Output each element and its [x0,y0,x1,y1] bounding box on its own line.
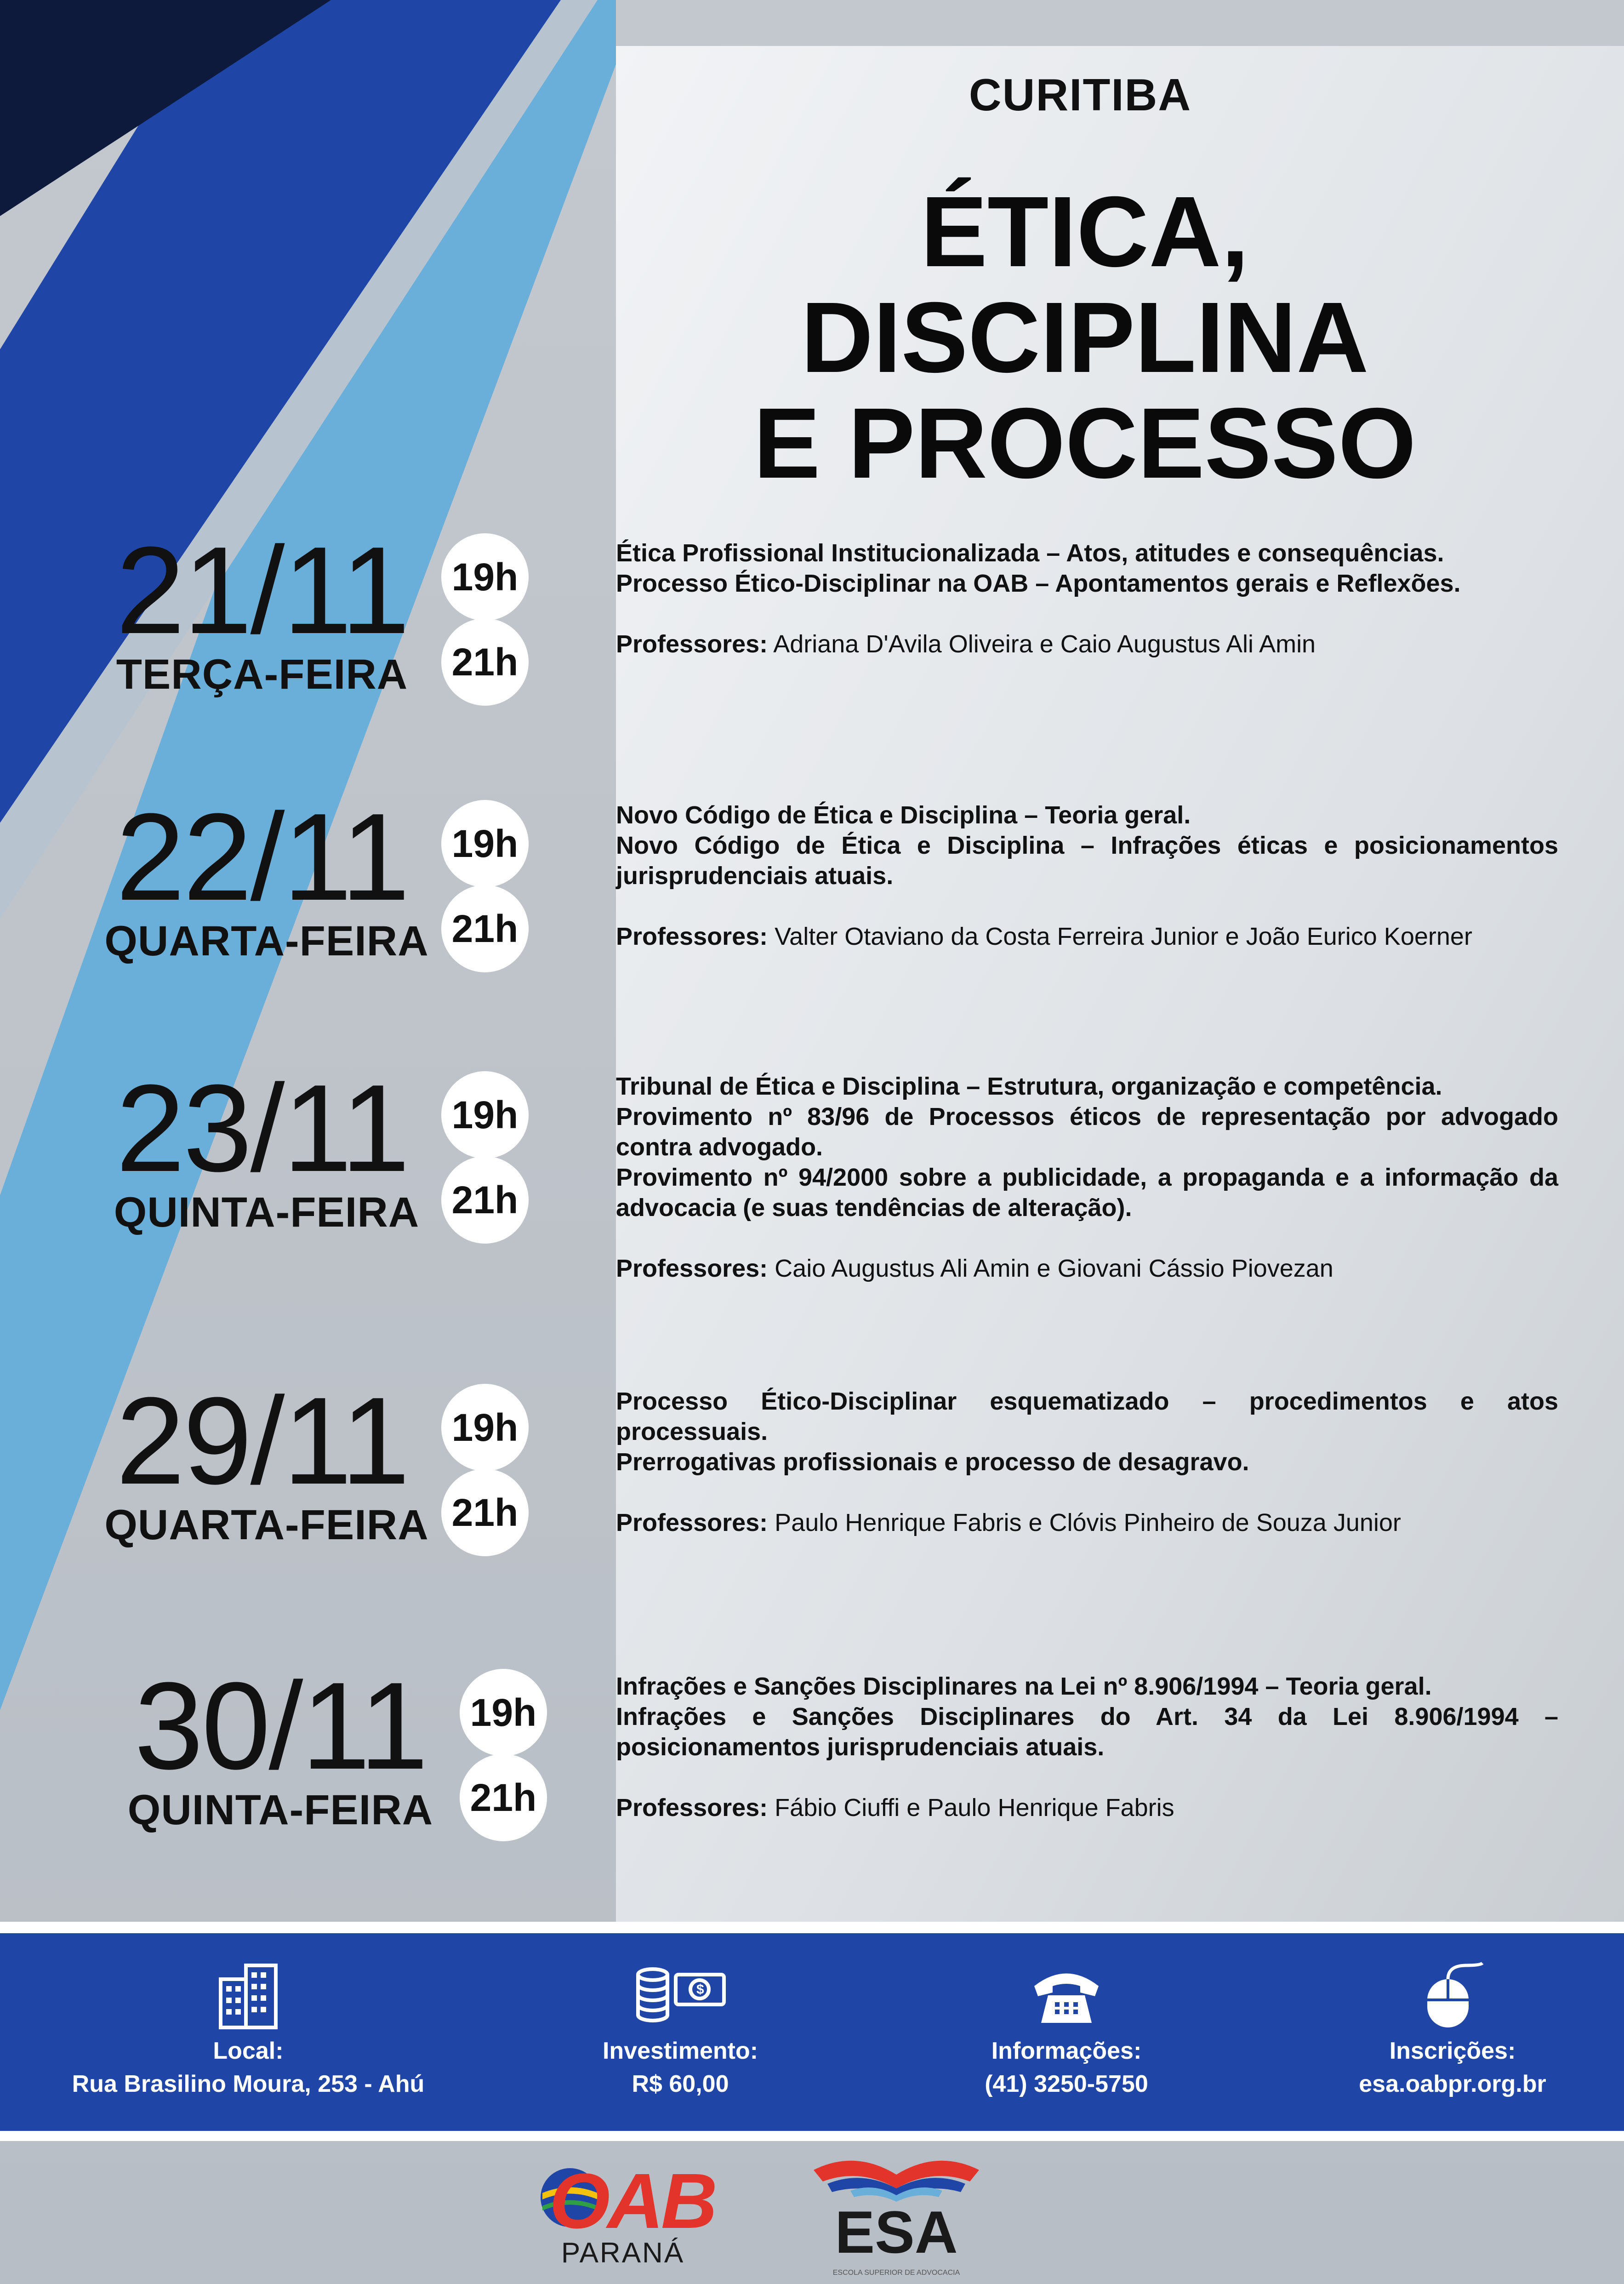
title-line-1: ÉTICA, [920,176,1249,288]
inscricoes-label: Inscrições: [1389,2038,1516,2064]
info-local [64,1961,432,2101]
inscricoes-value: esa.oabpr.org.br [1359,2071,1546,2097]
telephone-icon [1030,1961,1103,2030]
topic-line: Processo Ético-Disciplinar na OAB – Apontamentos gerais e Reflexões. [616,570,1461,597]
professors-names: Adriana D'Avila Oliveira e Caio Augustus Ali Amin [773,630,1316,658]
professors-label: Professores: [616,1255,768,1282]
session-content [616,1671,1558,1823]
local-label: Local: [213,2038,284,2064]
session-date: 22/11 [116,788,408,926]
topic-line: Novo Código de Ética e Disciplina – Infrações éticas e posicionamentos jurisprudenciais atuais. [616,832,1558,890]
time-badge-21h: 21h [441,885,529,972]
money-icon [632,1961,729,2030]
city-title: CURITIBA [969,69,1192,120]
course-title [671,176,1499,499]
time-badge-19h: 19h [441,533,529,621]
session-date: 30/11 [134,1657,427,1795]
professors-label: Professores: [616,923,768,950]
esa-logo-subtitle: ESCOLA SUPERIOR DE ADVOCACIA [832,2269,960,2277]
professors-names: Caio Augustus Ali Amin e Giovani Cássio Piovezan [775,1255,1333,1282]
professors-line [616,1253,1558,1284]
professors-names: Valter Otaviano da Costa Ferreira Junior e João Eurico Koerner [775,923,1472,950]
title-line-3: E PROCESSO [753,388,1416,499]
topic-line: Infrações e Sanções Disciplinares do Art. 34 da Lei 8.906/1994 – posicionamentos jurisprudenciais atuais. [616,1703,1558,1761]
time-badge-21h: 21h [441,1469,529,1556]
time-badge-21h: 21h [460,1754,547,1841]
svg-text:$: $ [696,1982,704,1997]
info-informacoes [883,1961,1250,2101]
topic-line: Tribunal de Ética e Disciplina – Estrutura, organização e competência. [616,1073,1442,1100]
session-weekday: QUARTA-FEIRA [104,918,429,965]
professors-line [616,921,1558,952]
esa-logo-text: ESA [835,2198,958,2266]
title-line-2: DISCIPLINA [801,282,1369,394]
informacoes-value: (41) 3250-5750 [985,2071,1148,2097]
investimento-label: Investimento: [602,2038,758,2064]
topic-line: Provimento nº 94/2000 sobre a publicidade, a propaganda e a informação da advocacia (e suas tendências de alteração). [616,1164,1558,1222]
mouse-icon [1416,1961,1489,2030]
info-investimento [496,1961,864,2101]
topic-line: Novo Código de Ética e Disciplina – Teoria geral. [616,801,1191,829]
time-badge-21h: 21h [441,618,529,706]
session-date: 21/11 [116,521,408,660]
session-weekday: QUINTA-FEIRA [114,1189,420,1236]
session-date: 29/11 [116,1372,408,1510]
session-content [616,538,1558,659]
building-icon [214,1961,283,2030]
session-weekday: TERÇA-FEIRA [116,651,408,698]
professors-names: Paulo Henrique Fabris e Clóvis Pinheiro de Souza Junior [775,1509,1401,1536]
professors-label: Professores: [616,1509,768,1536]
professors-line [616,1793,1558,1823]
topic-line: Prerrogativas profissionais e processo de desagravo. [616,1448,1249,1476]
session-weekday: QUARTA-FEIRA [104,1502,429,1548]
investimento-value: R$ 60,00 [632,2071,729,2097]
footer-info-bar [0,1933,1624,2131]
oab-parana-text: PARANÁ [561,2237,685,2269]
session-content [616,1386,1558,1538]
session-weekday: QUINTA-FEIRA [127,1787,433,1833]
time-badge-19h: 19h [441,1071,529,1159]
oab-logo-text: OAB [549,2158,715,2245]
time-badge-19h: 19h [441,1384,529,1471]
topic-line: Infrações e Sanções Disciplinares na Lei nº 8.906/1994 – Teoria geral. [616,1673,1432,1700]
session-content [616,800,1558,952]
topic-line: Processo Ético-Disciplinar esquematizado – procedimentos e atos processuais. [616,1388,1558,1445]
time-badge-19h: 19h [460,1669,547,1756]
topic-line: Provimento nº 83/96 de Processos éticos de representação por advogado contra advogado. [616,1103,1558,1161]
professors-label: Professores: [616,1794,768,1821]
session-date: 23/11 [116,1059,408,1198]
esa-book-logo [804,2152,988,2202]
professors-line [616,1507,1558,1538]
professors-line [616,629,1558,659]
informacoes-label: Informações: [991,2038,1142,2064]
info-inscricoes [1269,1961,1624,2101]
time-badge-19h: 19h [441,800,529,887]
local-value: Rua Brasilino Moura, 253 - Ahú [72,2071,425,2097]
time-badge-21h: 21h [441,1156,529,1244]
session-content [616,1071,1558,1284]
professors-label: Professores: [616,630,768,658]
topic-line: Ética Profissional Institucionalizada – Atos, atitudes e consequências. [616,539,1444,567]
professors-names: Fábio Ciuffi e Paulo Henrique Fabris [775,1794,1174,1821]
